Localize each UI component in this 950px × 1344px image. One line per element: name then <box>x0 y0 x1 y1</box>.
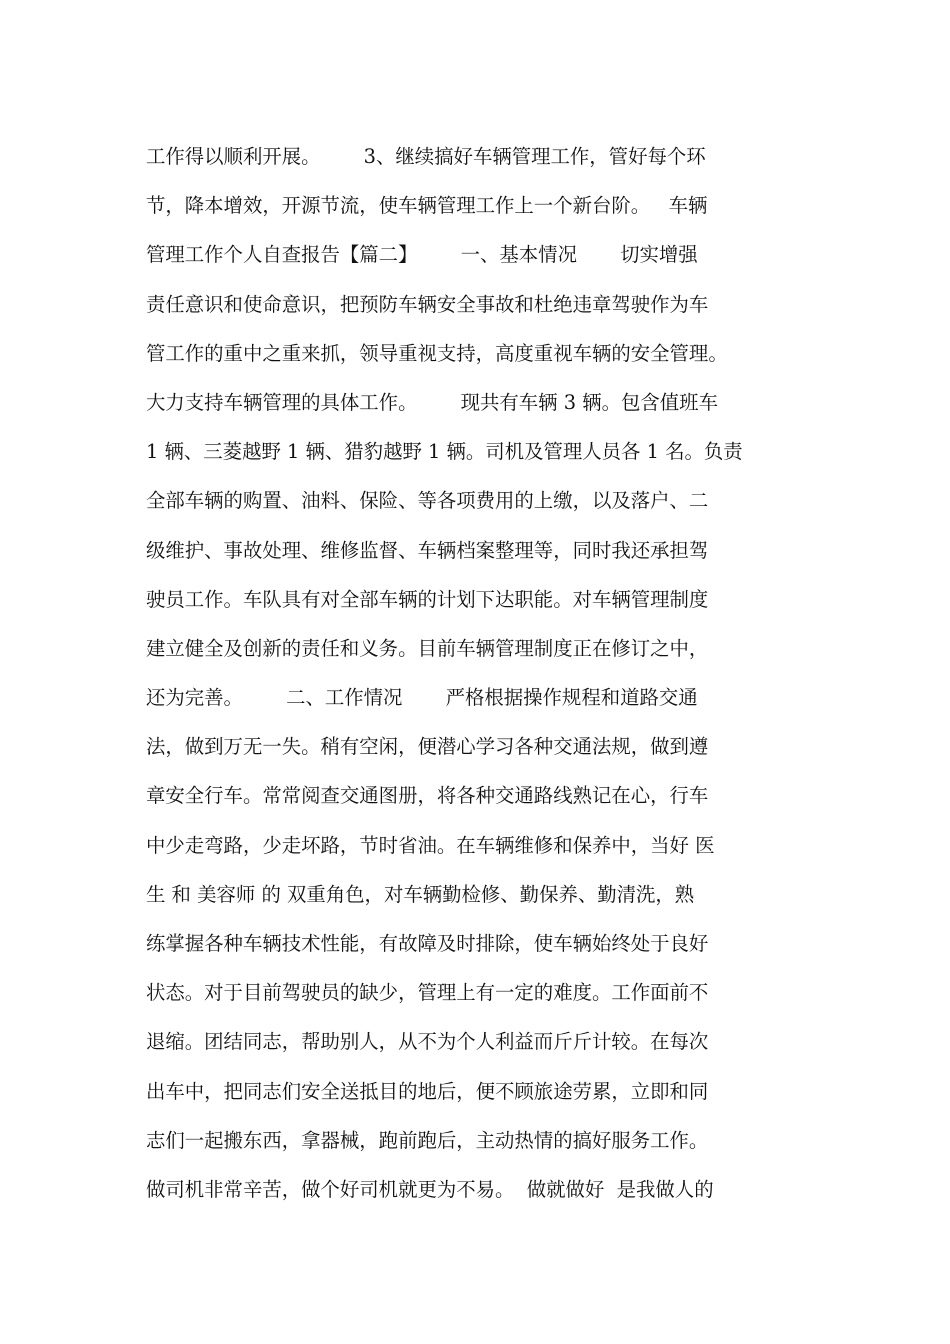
text-line: 责任意识和使命意识，把预防车辆安全事故和杜绝违章驾驶作为车 <box>146 292 709 316</box>
text-line: 管工作的重中之重来抓，领导重视支持，高度重视车辆的安全管理。 <box>146 341 728 365</box>
text-line: 做司机非常辛苦，做个好司机就更为不易。 做就做好 是我做人的 <box>146 1177 714 1201</box>
text-line: 志们一起搬东西，拿器械，跑前跑后，主动热情的搞好服务工作。 <box>146 1128 709 1152</box>
text-line: 节，降本增效，开源节流，使车辆管理工作上一个新台阶。 车辆 <box>146 194 708 218</box>
text-line: 级维护、事故处理、维修监督、车辆档案整理等，同时我还承担驾 <box>146 538 709 562</box>
text-line: 1 辆、三菱越野 1 辆、猎豹越野 1 辆。司机及管理人员各 1 名。负责 <box>146 440 743 464</box>
text-line: 练掌握各种车辆技术性能，有故障及时排除，使车辆始终处于良好 <box>146 932 709 955</box>
text-line: 全部车辆的购置、油料、保险、等各项费用的上缴，以及落户、二 <box>146 489 709 513</box>
text-line: 驶员工作。车队具有对全部车辆的计划下达职能。对车辆管理制度 <box>146 587 709 611</box>
text-line: 中少走弯路，少走坏路，节时省油。在车辆维修和保养中，当好 医 <box>146 833 715 857</box>
text-line: 生 和 美容师 的 双重角色，对车辆勤检修、勤保养、勤清洗，熟 <box>146 882 695 906</box>
text-line: 工作得以顺利开展。 3、继续搞好车辆管理工作，管好每个环 <box>146 145 706 168</box>
text-line: 退缩。团结同志，帮助别人，从不为个人利益而斤斤计较。在每次 <box>146 1030 709 1054</box>
text-line: 还为完善。 二、工作情况 严格根据操作规程和道路交通 <box>146 686 698 710</box>
text-line: 法，做到万无一失。稍有空闲，便潜心学习各种交通法规，做到遵 <box>146 735 709 759</box>
document-body <box>146 132 826 1214</box>
text-line: 管理工作个人自查报告【篇二】 一、基本情况 切实增强 <box>146 243 698 267</box>
text-line: 出车中，把同志们安全送抵目的地后，便不顾旅途劳累，立即和同 <box>146 1079 709 1103</box>
text-line: 状态。对于目前驾驶员的缺少，管理上有一定的难度。工作面前不 <box>146 981 709 1005</box>
text-line: 大力支持车辆管理的具体工作。 现共有车辆 3 辆。包含值班车 <box>146 390 718 414</box>
text-line: 章安全行车。常常阅查交通图册，将各种交通路线熟记在心，行车 <box>146 784 709 808</box>
text-line: 建立健全及创新的责任和义务。目前车辆管理制度正在修订之中， <box>146 636 709 660</box>
